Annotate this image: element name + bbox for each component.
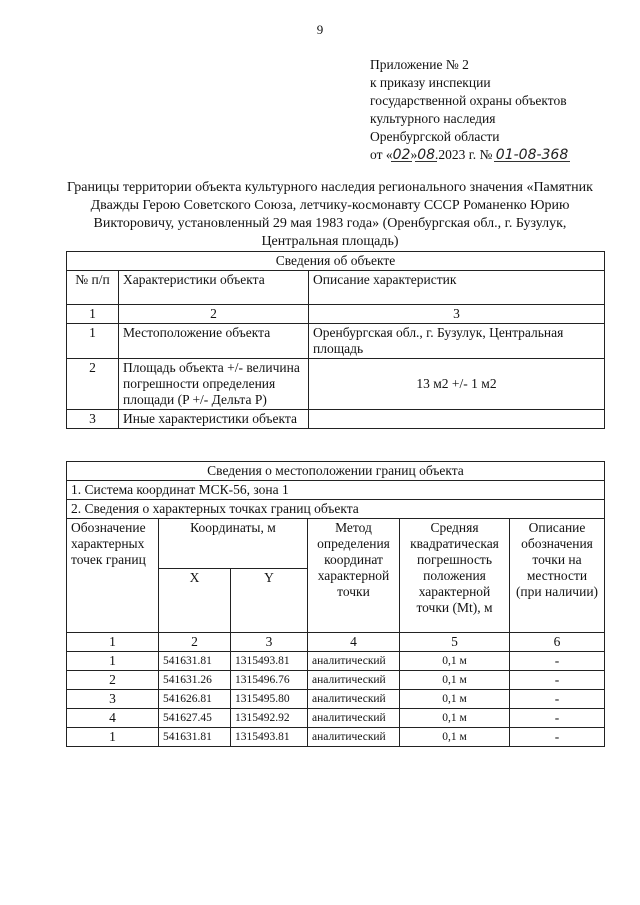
col-desc-header: Описание характеристик	[309, 271, 605, 305]
appendix-line: культурного наследия	[370, 111, 496, 126]
appendix-line: государственной охраны объектов	[370, 93, 567, 108]
point-id: 1	[67, 728, 159, 747]
row-char: Иные характеристики объекта	[119, 410, 309, 429]
point-id: 1	[67, 652, 159, 671]
table-row	[67, 728, 605, 747]
index-cell: 3	[231, 633, 308, 652]
coord-x: 541631.26	[159, 671, 231, 690]
coord-x: 541631.81	[159, 728, 231, 747]
table-row	[67, 359, 605, 410]
appendix-line: Приложение № 2	[370, 57, 469, 72]
coord-x: 541626.81	[159, 690, 231, 709]
index-cell: 5	[400, 633, 510, 652]
handwritten-order-number: 01-08-368	[495, 147, 569, 163]
col-method-header: Метод определения координат характерной точки	[308, 519, 400, 633]
coord-y: 1315492.92	[231, 709, 308, 728]
coord-x: 541631.81	[159, 652, 231, 671]
method: аналитический	[308, 652, 400, 671]
row-num: 2	[67, 359, 119, 410]
index-cell: 2	[119, 305, 309, 324]
table-row	[67, 709, 605, 728]
table-row	[67, 410, 605, 429]
col-point-header: Обозначение характерных точек границ	[67, 519, 159, 633]
date-prefix: от «	[370, 147, 393, 162]
object-info-table	[66, 251, 605, 429]
col-x-header: X	[159, 569, 231, 633]
point-desc: -	[510, 728, 605, 747]
col-coords-header: Координаты, м	[159, 519, 308, 569]
index-cell: 1	[67, 633, 159, 652]
error: 0,1 м	[400, 709, 510, 728]
row-num: 1	[67, 324, 119, 359]
row-char: Площадь объекта +/- величина погрешности определения площади (P +/- Дельта P)	[119, 359, 309, 410]
coord-system: 1. Система координат МСК-56, зона 1	[67, 481, 605, 500]
point-desc: -	[510, 709, 605, 728]
table-row	[67, 671, 605, 690]
table-row	[67, 324, 605, 359]
error: 0,1 м	[400, 728, 510, 747]
index-cell: 6	[510, 633, 605, 652]
method: аналитический	[308, 709, 400, 728]
point-id: 2	[67, 671, 159, 690]
col-desc-header: Описание обозначения точки на местности (при наличии)	[510, 519, 605, 633]
point-desc: -	[510, 671, 605, 690]
coord-y: 1315495.80	[231, 690, 308, 709]
table-row	[67, 690, 605, 709]
error: 0,1 м	[400, 652, 510, 671]
object-info-header: Сведения об объекте	[67, 252, 605, 271]
index-cell: 2	[159, 633, 231, 652]
row-desc: Оренбургская обл., г. Бузулук, Центральная площадь	[309, 324, 605, 359]
coord-y: 1315496.76	[231, 671, 308, 690]
point-id: 3	[67, 690, 159, 709]
appendix-line: к приказу инспекции	[370, 75, 491, 90]
page-number: 9	[316, 22, 324, 37]
col-char-header: Характеристики объекта	[119, 271, 309, 305]
index-cell: 1	[67, 305, 119, 324]
col-num-header: № п/п	[67, 271, 119, 305]
document-title: Границы территории объекта культурного наследия регионального значения «Памятник Дважды Герою Советского Союза, летчику-космонавту СССР Романенко Юрию Викторовичу, установленный 29 мая 1983 года» (Оренбургская обл., г. Бузулук, Центральная площадь)	[67, 180, 593, 249]
appendix-line: Оренбургской области	[370, 129, 500, 144]
error: 0,1 м	[400, 671, 510, 690]
method: аналитический	[308, 671, 400, 690]
coord-x: 541627.45	[159, 709, 231, 728]
index-cell: 3	[309, 305, 605, 324]
row-desc	[309, 410, 605, 429]
error: 0,1 м	[400, 690, 510, 709]
appendix-block	[370, 56, 630, 164]
boundaries-table	[66, 461, 605, 747]
point-id: 4	[67, 709, 159, 728]
points-section: 2. Сведения о характерных точках границ объекта	[67, 500, 605, 519]
method: аналитический	[308, 690, 400, 709]
handwritten-month: 08	[417, 147, 436, 163]
handwritten-day: 02	[392, 147, 411, 163]
col-y-header: Y	[231, 569, 308, 633]
coord-y: 1315493.81	[231, 728, 308, 747]
point-desc: -	[510, 690, 605, 709]
date-sep: »	[410, 147, 418, 162]
point-desc: -	[510, 652, 605, 671]
row-desc: 13 м2 +/- 1 м2	[309, 359, 605, 410]
method: аналитический	[308, 728, 400, 747]
row-char: Местоположение объекта	[119, 324, 309, 359]
col-error-header: Средняя квадратическая погрешность положения характерной точки (Mt), м	[400, 519, 510, 633]
table-row	[67, 652, 605, 671]
index-cell: 4	[308, 633, 400, 652]
boundaries-header: Сведения о местоположении границ объекта	[67, 462, 605, 481]
date-year: .2023 г. №	[435, 147, 493, 162]
coord-y: 1315493.81	[231, 652, 308, 671]
order-date-line	[370, 146, 630, 164]
row-num: 3	[67, 410, 119, 429]
